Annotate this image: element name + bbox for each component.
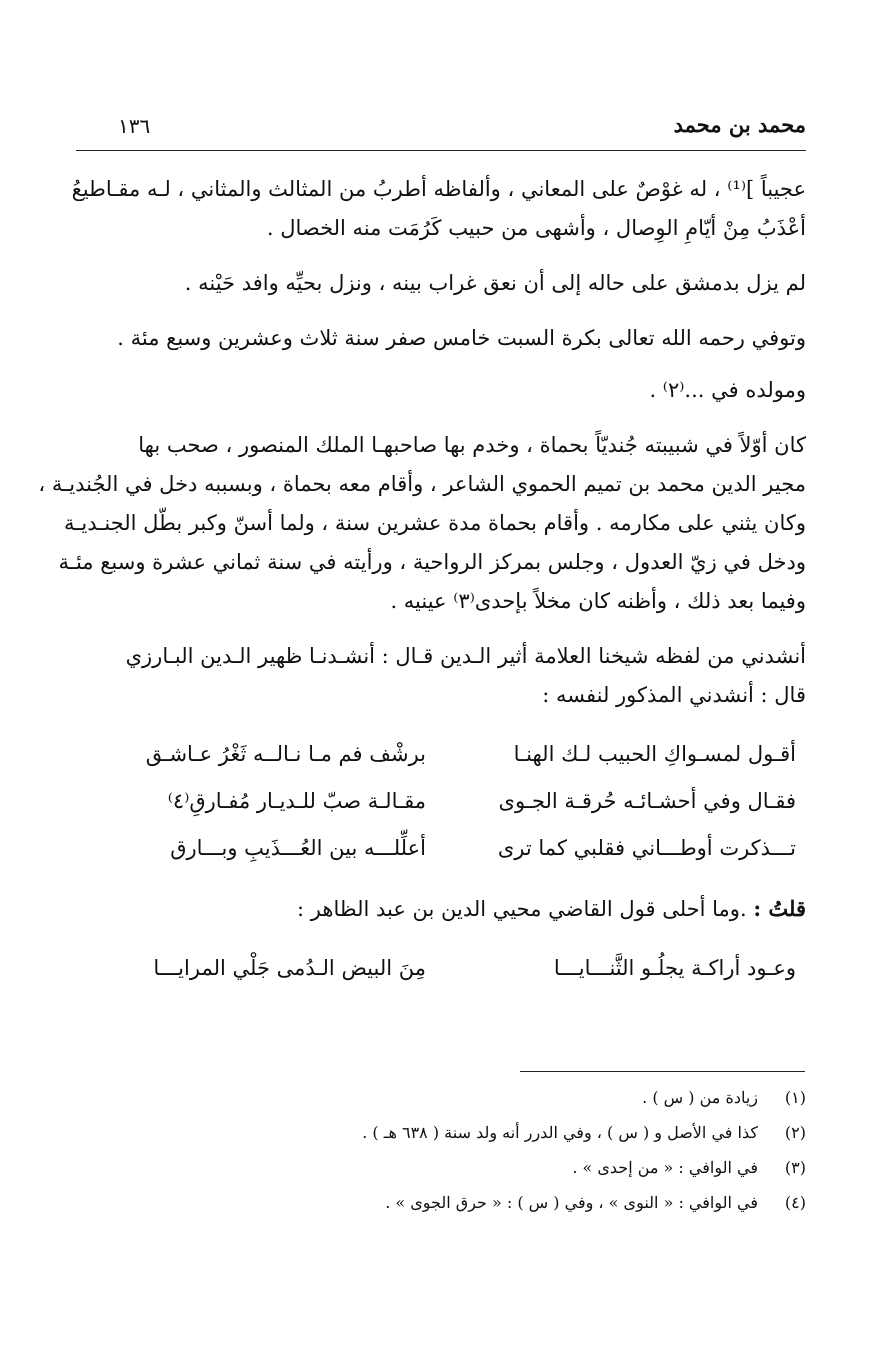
poem <box>76 949 806 996</box>
text-line: أعْذَبُ مِنْ أيّامِ الوِصال ، وأشهى من حبيب كَرُمَت منه الخصال . <box>266 216 806 240</box>
running-head-title: محمد بن محمد <box>673 112 806 137</box>
running-head <box>78 104 806 144</box>
text-line: لم يزل بدمشق على حاله إلى أن نعق غراب بينه ، ونزل بحيِّه وافد حَيْنه . <box>184 271 806 295</box>
verse <box>76 735 806 782</box>
footnote <box>76 1185 806 1220</box>
verse <box>76 782 806 829</box>
verse-second-hemistich: أعلِّلـــه بين العُـــذَيبِ وبـــارق <box>170 836 426 860</box>
footnote-text: زيادة من ( س ) . <box>642 1088 758 1107</box>
page-number: ١٣٦ <box>118 114 151 138</box>
verse-second-hemistich: مقـالـة صبّ للـديـار مُفـارقِ⁽٤⁾ <box>167 789 426 813</box>
footnote-number: (١) <box>784 1088 806 1107</box>
verse-first-hemistich: وعـود أراكـة يجلُـو الثَّنـــايـــا <box>553 956 796 980</box>
text-line: مجير الدين محمد بن تميم الحموي الشاعر ، وأقام معه بحماة ، وبسببه دخل في الجُنديـة ، <box>38 472 806 496</box>
qult-text: .وما أحلى قول القاضي محيي الدين بن عبد الظاهر : <box>297 897 747 921</box>
paragraph <box>38 426 806 621</box>
text-line: ومولده في ...⁽٢⁾ . <box>649 378 806 402</box>
text-line: كان أوّلاً في شبيبته جُنديّاً بحماة ، وخدم بها صاحبهـا الملك المنصور ، صحب بها <box>138 433 806 457</box>
paragraph <box>76 264 806 303</box>
verse <box>76 829 806 876</box>
paragraph <box>71 170 806 248</box>
verse-first-hemistich: أقـول لمسـواكِ الحبيب لـك الهنـا <box>513 742 796 766</box>
paragraph <box>76 889 806 929</box>
verse-second-hemistich: مِنَ البيض الـدُمى جَلْي المرايـــا <box>153 956 426 980</box>
text-line: وكان يثني على مكارمه . وأقام بحماة مدة عشرين سنة ، ولما أسنّ وكبر بطّل الجنـديـة <box>63 511 806 535</box>
main-text <box>38 170 806 996</box>
text-line: عجيباً ]⁽¹⁾ ، له غوْصٌ على المعاني ، وألفاظه أطربُ من المثالث والمثاني ، لـه مقـاطيعُ <box>71 177 806 201</box>
footnote-rule <box>520 1071 805 1072</box>
footnote-text: في الوافي : « النوى » ، وفي ( س ) : « حرق الجوى » . <box>385 1193 758 1212</box>
verse-first-hemistich: فقـال وفي أحشـائـه حُرقـة الجـوى <box>498 789 796 813</box>
text-line <box>76 889 806 929</box>
poem <box>76 735 806 876</box>
footnote-number: (٣) <box>784 1158 806 1177</box>
text-line: وتوفي رحمه الله تعالى بكرة السبت خامس صفر سنة ثلاث وعشرين وسبع مئة . <box>117 326 806 350</box>
paragraph <box>76 319 806 358</box>
footnote <box>76 1080 806 1115</box>
text-line: أنشدني من لفظه شيخنا العلامة أثير الـدين قـال : أنشـدنـا ظهير الـدين البـارزي <box>125 644 806 668</box>
text-line: ودخل في زيّ العدول ، وجلس بمركز الرواحية ، ورأيته في سنة ثماني عشرة وسبع مئـة <box>58 550 806 574</box>
verse-second-hemistich: برشْف فم مـا نـالــه ثَغْرُ عـاشـق <box>145 742 426 766</box>
footnote-text: كذا في الأصل و ( س ) ، وفي الدرر أنه ولد سنة ( ٦٣٨ هـ ) . <box>362 1123 758 1142</box>
footnotes <box>76 1080 806 1220</box>
header-rule <box>76 150 806 151</box>
text-line: قال : أنشدني المذكور لنفسه : <box>542 683 806 707</box>
verse <box>76 949 806 996</box>
paragraph <box>76 371 806 410</box>
footnote <box>76 1150 806 1185</box>
footnote <box>76 1115 806 1150</box>
paragraph <box>76 637 806 715</box>
footnote-number: (٢) <box>784 1123 806 1142</box>
footnote-text: في الوافي : « من إحدى » . <box>572 1158 758 1177</box>
verse-first-hemistich: تـــذكرت أوطـــاني فقلبي كما ترى <box>497 836 796 860</box>
footnote-number: (٤) <box>784 1193 806 1212</box>
qult-label: قلتُ : <box>753 896 806 921</box>
text-line: وفيما بعد ذلك ، وأظنه كان مخلاً بإحدى⁽٣⁾ عينيه . <box>390 589 806 613</box>
